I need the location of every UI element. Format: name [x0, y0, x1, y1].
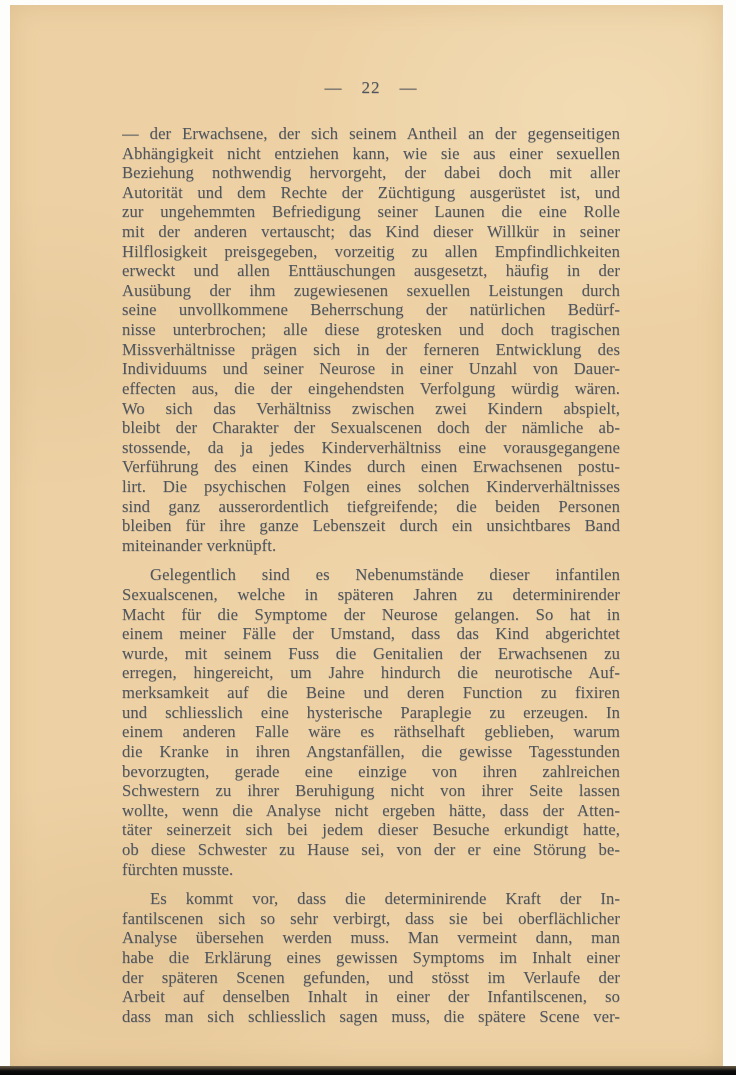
- text-line: die Kranke in ihren Angstanfällen, die gewisse Tagesstunden: [122, 741, 620, 761]
- text-line: ob diese Schwester zu Hause sei, von der er eine Störung be-: [122, 839, 620, 859]
- header-dash-left: —: [324, 78, 343, 97]
- text-line: wurde, mit seinem Fuss die Genitalien der Erwachsenen zu: [122, 643, 620, 663]
- text-line: sind ganz ausserordentlich tiefgreifende; die beiden Personen: [122, 496, 620, 516]
- text-line: Missverhältnisse prägen sich in der ferneren Entwicklung des: [122, 339, 620, 359]
- text-line: einem anderen Falle wäre es räthselhaft geblieben, warum: [122, 722, 620, 742]
- text-line: nisse unterbrochen; alle diese grotesken und doch tragischen: [122, 320, 620, 340]
- text-line: Individuums und seiner Neurose in einer Unzahl von Dauer-: [122, 359, 620, 379]
- text-line: Arbeit auf denselben Inhalt in einer der Infantilscenen, so: [122, 987, 620, 1007]
- text-line: erregen, hingereicht, um Jahre hindurch die neurotische Auf-: [122, 663, 620, 683]
- text-line: seine unvollkommene Beherrschung der natürlichen Bedürf-: [122, 300, 620, 320]
- text-line: Hilflosigkeit preisgegeben, vorzeitig zu allen Empfindlichkeiten: [122, 241, 620, 261]
- text-line: bleiben für ihre ganze Lebenszeit durch ein unsichtbares Band: [122, 516, 620, 536]
- text-line: lirt. Die psychischen Folgen eines solchen Kinderverhältnisses: [122, 476, 620, 496]
- text-line: Ausübung der ihm zugewiesenen sexuellen Leistungen durch: [122, 280, 620, 300]
- text-line: wollte, wenn die Analyse nicht ergeben hätte, dass der Atten-: [122, 800, 620, 820]
- text-line: erweckt und allen Enttäuschungen ausgesetzt, häufig in der: [122, 261, 620, 281]
- text-line: Analyse übersehen werden muss. Man vermeint dann, man: [122, 928, 620, 948]
- scanner-bed-strip: [0, 1066, 736, 1075]
- page-number: 22: [361, 78, 381, 97]
- text-line: — der Erwachsene, der sich seinem Antheil an der gegenseitigen: [122, 124, 620, 143]
- book-page: [10, 5, 723, 1066]
- text-line: der späteren Scenen gefunden, und stösst im Verlaufe der: [122, 967, 620, 987]
- text-line: täter seinerzeit sich bei jedem dieser Besuche erkundigt hatte,: [122, 820, 620, 840]
- text-line: einem meiner Fälle der Umstand, dass das Kind abgerichtet: [122, 624, 620, 644]
- page-body: [122, 124, 620, 1026]
- text-line: effecten aus, die der eingehendsten Verfolgung würdig wären.: [122, 378, 620, 398]
- text-line: habe die Erklärung eines gewissen Symptoms im Inhalt einer: [122, 947, 620, 967]
- text-line: fürchten musste.: [122, 859, 234, 879]
- paragraph-2: [122, 565, 620, 879]
- text-line: Verführung des einen Kindes durch einen Erwachsenen postu-: [122, 457, 620, 477]
- paragraph-3: [122, 889, 620, 1026]
- text-line: mit der anderen vertauscht; das Kind dieser Willkür in seiner: [122, 222, 620, 242]
- text-line: und schliesslich eine hysterische Paraplegie zu erzeugen. In: [122, 702, 620, 722]
- header-dash-right: —: [399, 78, 418, 97]
- text-line: bleibt der Charakter der Sexualscenen doch der nämliche ab-: [122, 418, 620, 438]
- text-line: Abhängigkeit nicht entziehen kann, wie sie aus einer sexuellen: [122, 143, 620, 163]
- text-line: Schwestern zu ihrer Beruhigung nicht von ihrer Seite lassen: [122, 781, 620, 801]
- text-line: bevorzugten, gerade eine einzige von ihren zahlreichen: [122, 761, 620, 781]
- text-line: Es kommt vor, dass die determinirende Kraft der In-: [150, 889, 620, 909]
- text-line: miteinander verknüpft.: [122, 535, 277, 555]
- text-line: dass man sich schliesslich sagen muss, die spätere Scene ver-: [122, 1006, 620, 1026]
- text-line: merksamkeit auf die Beine und deren Function zu fixiren: [122, 683, 620, 703]
- text-line: Wo sich das Verhältniss zwischen zwei Kindern abspielt,: [122, 398, 620, 418]
- page-header: [122, 78, 620, 98]
- text-line: stossende, da ja jedes Kinderverhältniss eine vorausgegangene: [122, 437, 620, 457]
- text-line: Beziehung nothwendig hervorgeht, der dabei doch mit aller: [122, 163, 620, 183]
- text-line: Sexualscenen, welche in späteren Jahren zu determinirender: [122, 585, 620, 605]
- text-line: Gelegentlich sind es Nebenumstände dieser infantilen: [150, 565, 620, 585]
- text-line: Autorität und dem Rechte der Züchtigung ausgerüstet ist, und: [122, 182, 620, 202]
- paragraph-1: [122, 124, 620, 555]
- text-line: Macht für die Symptome der Neurose gelangen. So hat in: [122, 604, 620, 624]
- text-line: fantilscenen sich so sehr verbirgt, dass sie bei oberflächlicher: [122, 908, 620, 928]
- text-line: zur ungehemmten Befriedigung seiner Launen die eine Rolle: [122, 202, 620, 222]
